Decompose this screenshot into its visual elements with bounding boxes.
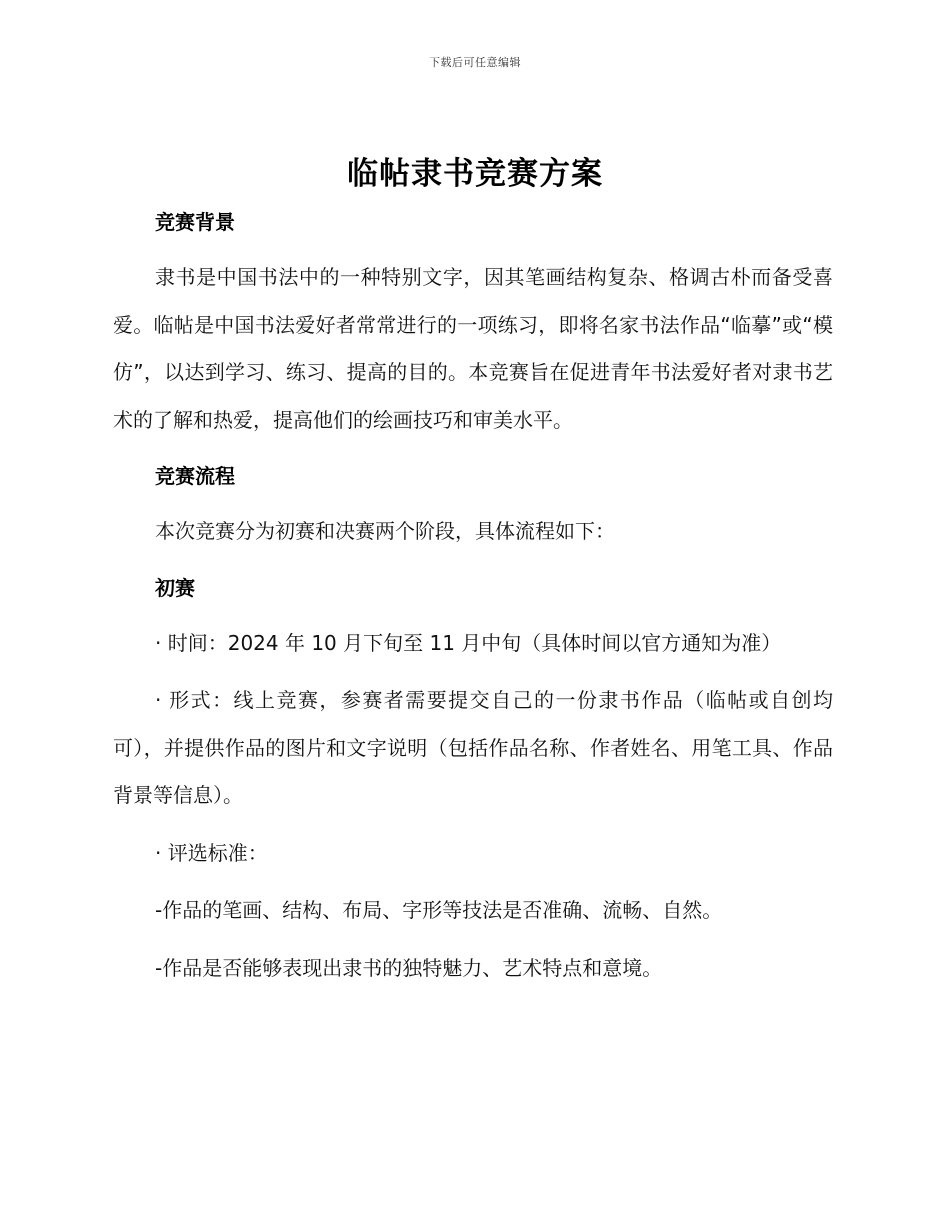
criteria-label: · 评选标准：: [155, 840, 268, 865]
document-body: [113, 200, 833, 992]
section-heading-preliminary: 初赛: [155, 575, 195, 600]
preliminary-format: · 形式：线上竞赛，参赛者需要提交自己的一份隶书作品（临帖或自创均可），并提供作品的图片和文字说明（包括作品名称、作者姓名、用笔工具、作品背景等信息）。: [113, 688, 833, 807]
document-title: 临帖隶书竞赛方案: [347, 156, 603, 192]
criteria-item: -作品是否能够表现出隶书的独特魅力、艺术特点和意境。: [155, 955, 663, 980]
section-heading-process: 竞赛流程: [155, 464, 235, 488]
section-heading-background: 竞赛背景: [155, 210, 235, 234]
criteria-item: -作品的笔画、结构、布局、字形等技法是否准确、流畅、自然。: [155, 898, 723, 922]
page-header-note: 下载后可任意编辑: [429, 56, 521, 69]
preliminary-time: · 时间：2024 年 10 月下旬至 11 月中旬（具体时间以官方通知为准）: [155, 630, 782, 655]
process-intro: 本次竞赛分为初赛和决赛两个阶段，具体流程如下：: [155, 519, 615, 543]
background-paragraph: 隶书是中国书法中的一种特别文字，因其笔画结构复杂、格调古朴而备受喜爱。临帖是中国书法爱好者常常进行的一项练习，即将名家书法作品“临摹”或“模仿”，以达到学习、练习、提高的目的。本竞赛旨在促进青年书法爱好者对隶书艺术的了解和热爱，提高他们的绘画技巧和审美水平。: [113, 265, 833, 432]
